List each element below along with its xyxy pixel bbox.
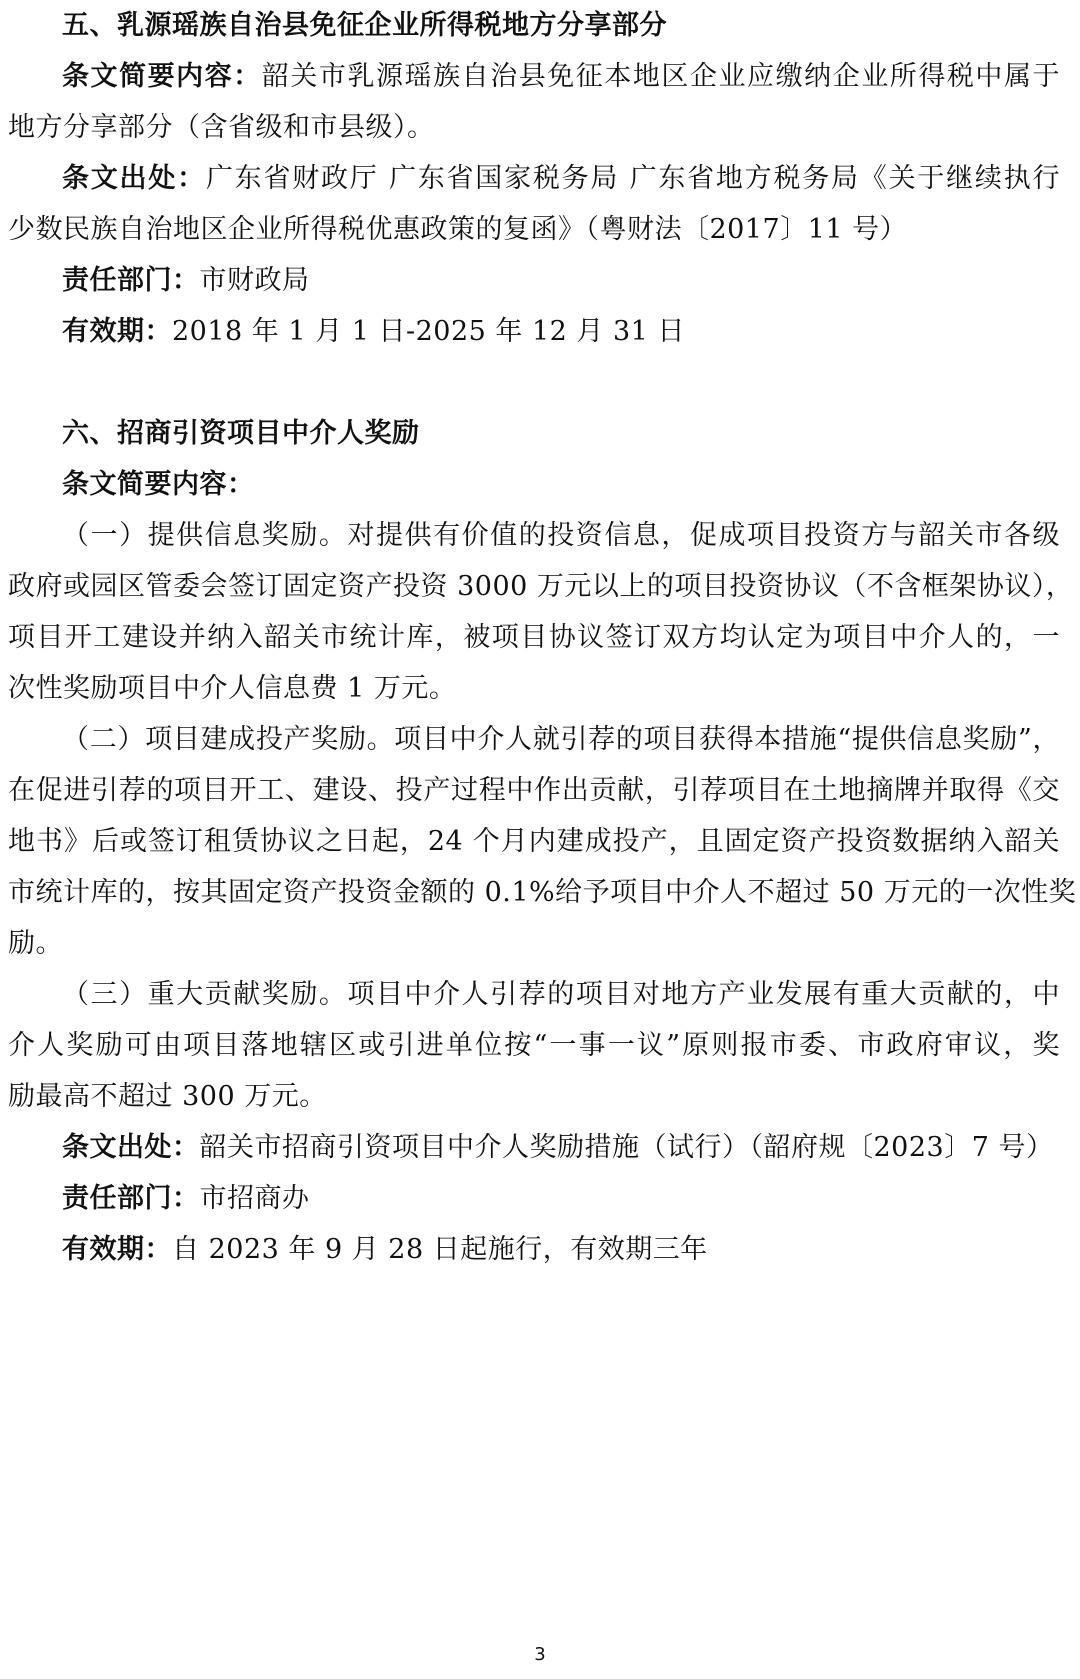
paragraph-line: （二）项目建成投产奖励。项目中介人就引荐的项目获得本措施“提供信息奖励”， bbox=[62, 724, 1060, 755]
validity-line bbox=[8, 1224, 1060, 1275]
summary-text-continued: 地方分享部分（含省级和市县级）。 bbox=[8, 112, 435, 143]
source-value: 韶关市招商引资项目中介人奖励措施（试行）（韶府规〔2023〕7 号） bbox=[199, 1132, 1054, 1163]
paragraph-line: 项目开工建设并纳入韶关市统计库，被项目协议签订双方均认定为项目中介人的，一 bbox=[8, 622, 1060, 653]
section-heading: 六、招商引资项目中介人奖励 bbox=[62, 418, 420, 449]
source-text: 广东省财政厅 广东省国家税务局 广东省地方税务局《关于继续执行 bbox=[205, 163, 1060, 194]
department-line bbox=[8, 1173, 1060, 1224]
summary-text: 韶关市乳源瑶族自治县免征本地区企业应缴纳企业所得税中属于 bbox=[261, 61, 1061, 92]
summary-label: 条文简要内容： bbox=[62, 469, 255, 500]
validity-value: 自 2023 年 9 月 28 日起施行，有效期三年 bbox=[172, 1234, 708, 1265]
validity-value: 2018 年 1 月 1 日-2025 年 12 月 31 日 bbox=[172, 316, 685, 347]
validity-label: 有效期： bbox=[62, 1234, 172, 1265]
source-text-continued: 少数民族自治地区企业所得税优惠政策的复函》（粤财法〔2017〕11 号） bbox=[8, 214, 908, 245]
paragraph-line: 地书》后或签订租赁协议之日起，24 个月内建成投产，且固定资产投资数据纳入韶关 bbox=[8, 826, 1060, 857]
source-line bbox=[8, 1122, 1060, 1173]
validity-line bbox=[8, 306, 1060, 357]
paragraph-line: 励最高不超过 300 万元。 bbox=[8, 1081, 327, 1112]
department-value: 市财政局 bbox=[199, 265, 310, 296]
department-label: 责任部门： bbox=[62, 265, 200, 296]
department-line bbox=[8, 255, 1060, 306]
document-body bbox=[8, 0, 1077, 1275]
paragraph-line: 市统计库的，按其固定资产投资金额的 0.1%给予项目中介人不超过 50 万元的一次性奖 bbox=[8, 877, 1077, 908]
page-number: 3 bbox=[534, 1644, 546, 1665]
section-spacer bbox=[8, 357, 1060, 408]
paragraph-line: 次性奖励项目中介人信息费 1 万元。 bbox=[8, 673, 457, 704]
paragraph-line: 励。 bbox=[8, 928, 63, 959]
paragraph-line: 政府或园区管委会签订固定资产投资 3000 万元以上的项目投资协议（不含框架协议）， bbox=[8, 571, 1074, 602]
department-label: 责任部门： bbox=[62, 1183, 200, 1214]
summary-label: 条文简要内容： bbox=[62, 61, 262, 92]
validity-label: 有效期： bbox=[62, 316, 172, 347]
section-heading: 五、乳源瑶族自治县免征企业所得税地方分享部分 bbox=[62, 10, 667, 41]
paragraph-line: 介人奖励可由项目落地辖区或引进单位按“一事一议”原则报市委、市政府审议，奖 bbox=[8, 1030, 1060, 1061]
source-paragraph bbox=[8, 153, 1060, 204]
summary-paragraph bbox=[8, 51, 1060, 102]
paragraph-line: 在促进引荐的项目开工、建设、投产过程中作出贡献，引荐项目在土地摘牌并取得《交 bbox=[8, 775, 1060, 806]
department-value: 市招商办 bbox=[199, 1183, 310, 1214]
paragraph-line: （三）重大贡献奖励。项目中介人引荐的项目对地方产业发展有重大贡献的，中 bbox=[62, 979, 1060, 1010]
source-label: 条文出处： bbox=[62, 163, 206, 194]
paragraph-line: （一）提供信息奖励。对提供有价值的投资信息，促成项目投资方与韶关市各级 bbox=[62, 520, 1060, 551]
source-label: 条文出处： bbox=[62, 1132, 200, 1163]
